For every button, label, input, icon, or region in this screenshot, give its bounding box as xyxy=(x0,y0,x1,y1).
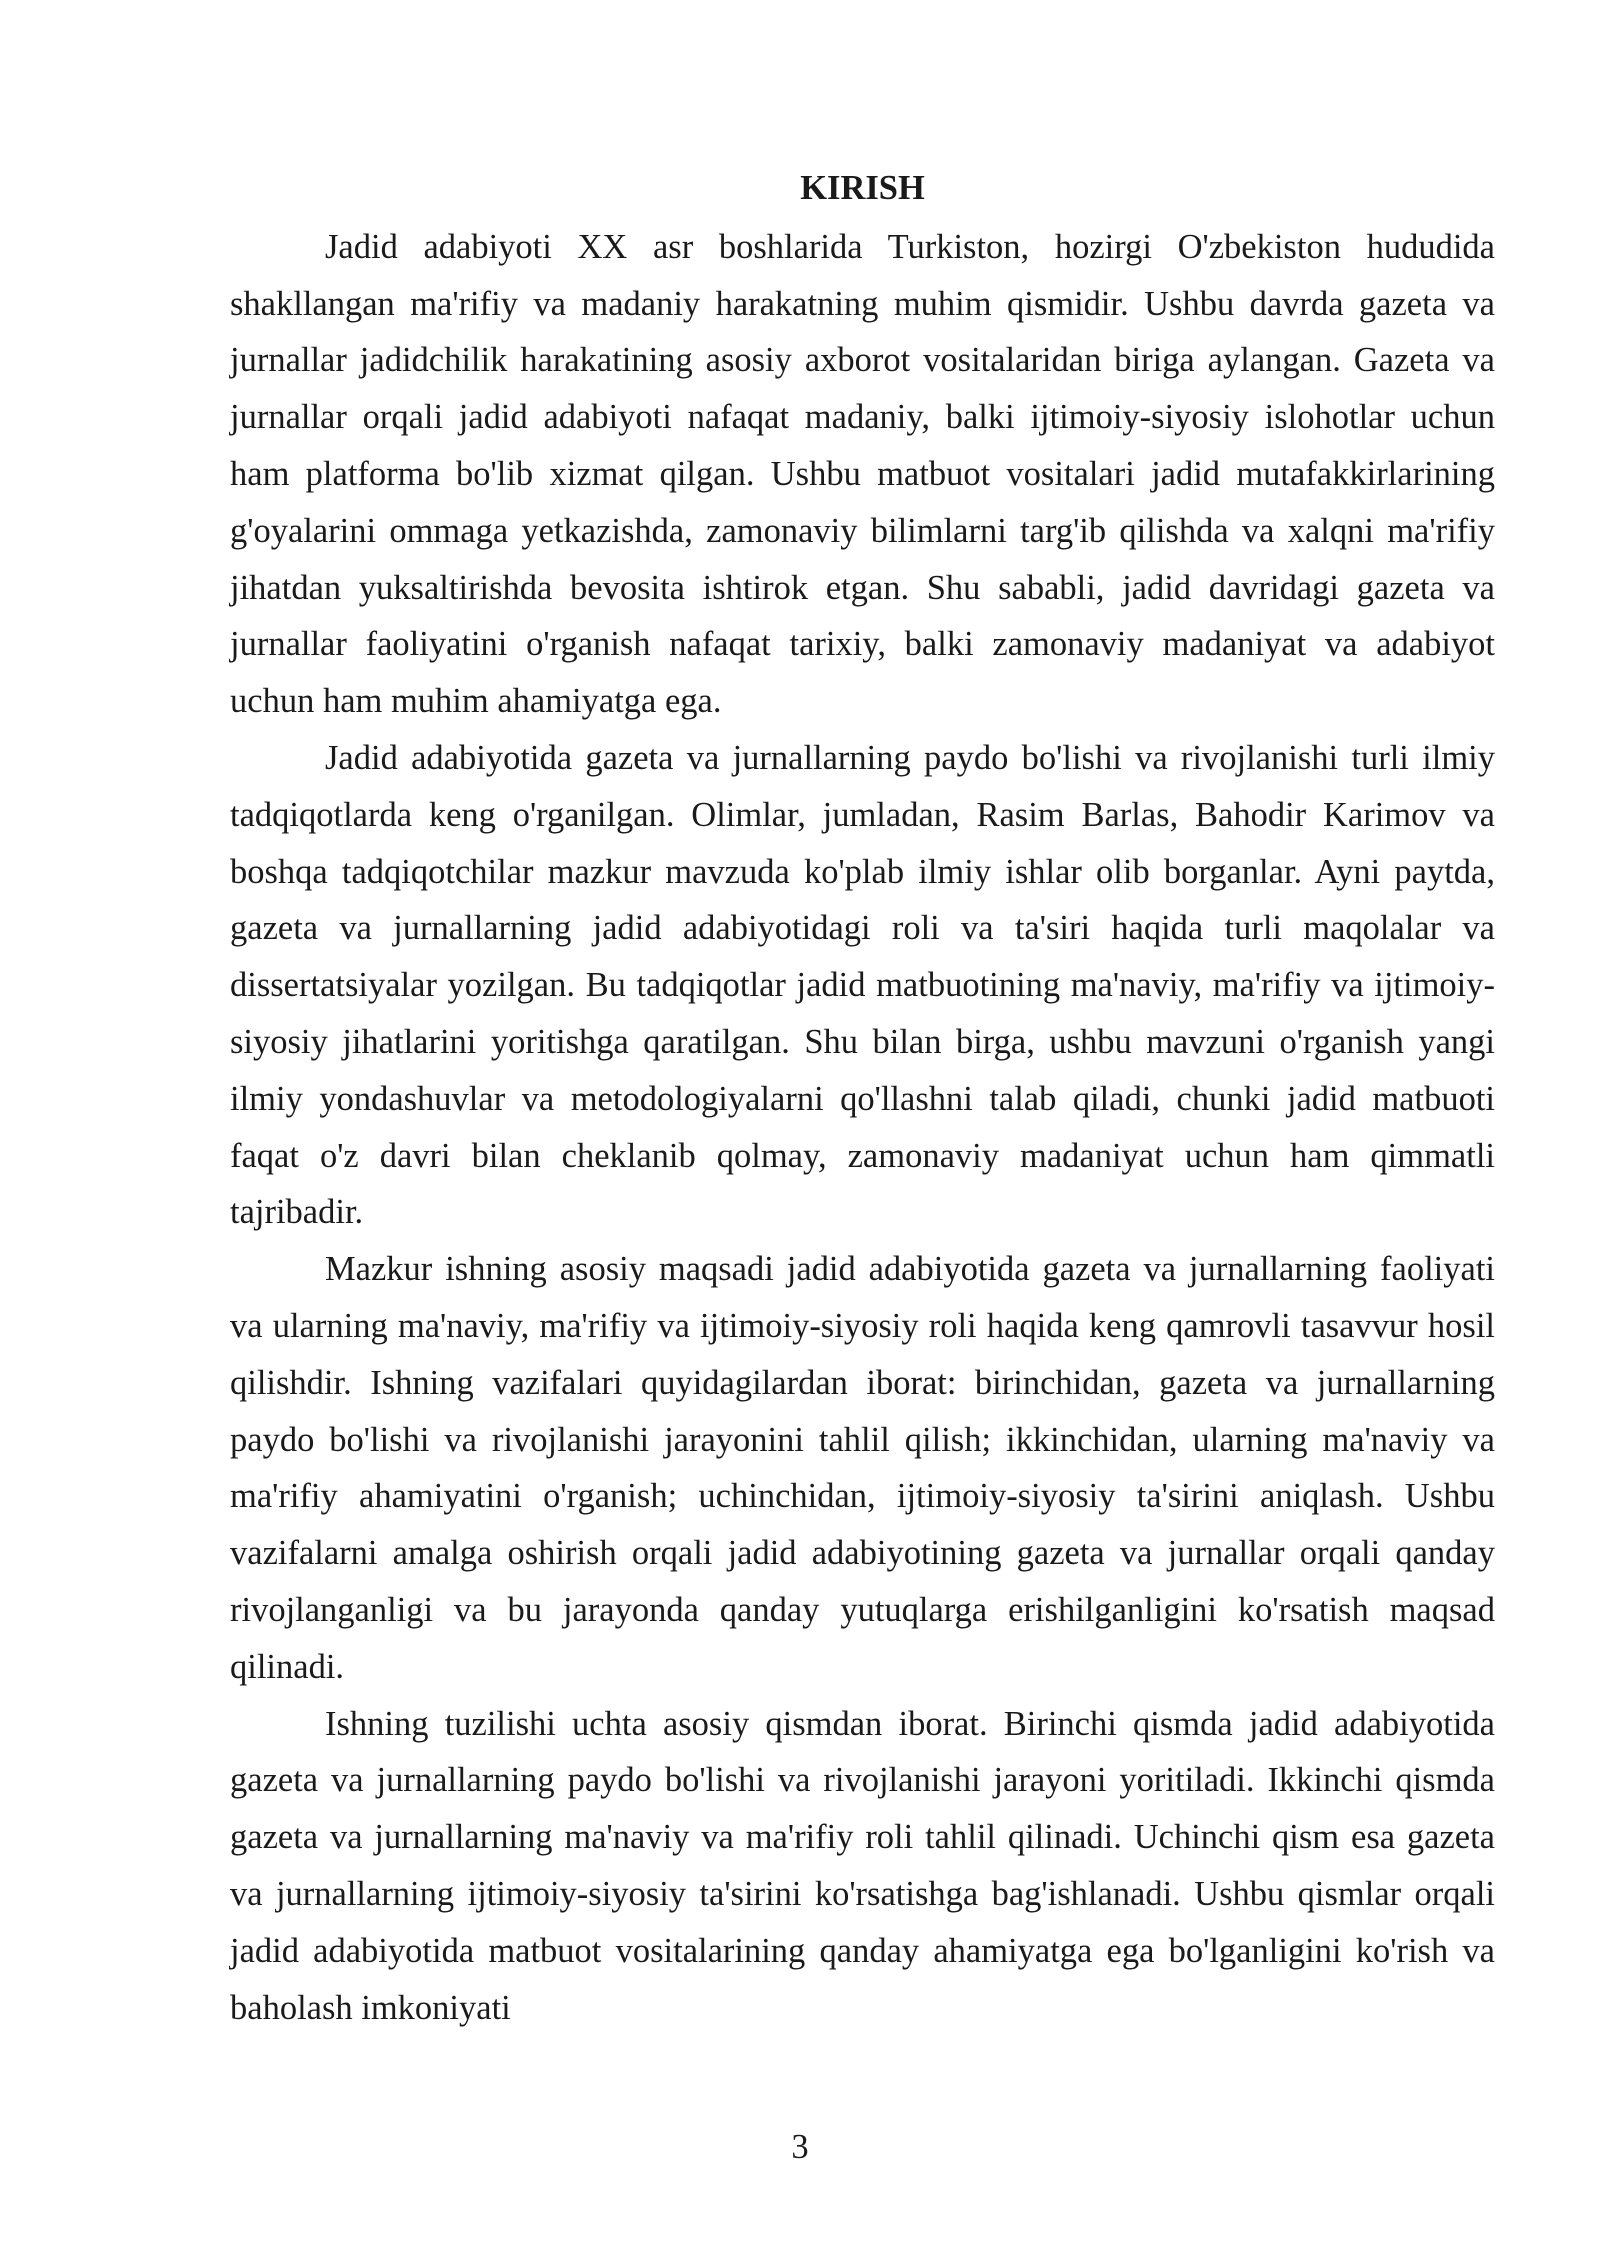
page-content xyxy=(230,160,1495,2036)
paragraph-structure: Ishning tuzilishi uchta asosiy qismdan iborat. Birinchi qismda jadid adabiyotida gazeta va jurnallarning paydo bo'lishi va rivojlanishi jarayoni yoritiladi. Ikkinchi qismda gazeta va jurnallarning ma'naviy va ma'rifiy roli tahlil qilinadi. Uchinchi qism esa gazeta va jurnallarning ijtimoiy-siyosiy ta'sirini ko'rsatishga bag'ishlanadi. Ushbu qismlar orqali jadid adabiyotida matbuot vositalarining qanday ahamiyatga ega bo'lganligini ko'rish va baholash imkoniyati xyxy=(230,1704,1495,2027)
section-title: KIRISH xyxy=(800,169,925,207)
paragraph-literature-review: Jadid adabiyotida gazeta va jurnallarning paydo bo'lishi va rivojlanishi turli ilmiy tadqiqotlarda keng o'rganilgan. Olimlar, jumladan, Rasim Barlas, Bahodir Karimov va boshqa tadqiqotchilar mazkur mavzuda ko'plab ilmiy ishlar olib borganlar. Ayni paytda, gazeta va jurnallarning jadid adabiyotidagi roli va ta'siri haqida turli maqolalar va dissertatsiyalar yozilgan. Bu tadqiqotlar jadid matbuotining ma'naviy, ma'rifiy va ijtimoiy-siyosiy jihatlarini yoritishga qaratilgan. Shu bilan birga, ushbu mavzuni o'rganish yangi ilmiy yondashuvlar va metodologiyalarni qo'llashni talab qiladi, chunki jadid matbuoti faqat o'z davri bilan cheklanib qolmay, zamonaviy madaniyat uchun ham qimmatli tajribadir. xyxy=(230,738,1495,1232)
paragraph-introduction: Jadid adabiyoti XX asr boshlarida Turkiston, hozirgi O'zbekiston hududida shakllangan ma'rifiy va madaniy harakatning muhim qismidir. Ushbu davrda gazeta va jurnallar jadidchilik harakatining asosiy axborot vositalaridan biriga aylangan. Gazeta va jurnallar orqali jadid adabiyoti nafaqat madaniy, balki ijtimoiy-siyosiy islohotlar uchun ham platforma bo'lib xizmat qilgan. Ushbu matbuot vositalari jadid mutafakkirlarining g'oyalarini ommaga yetkazishda, zamonaviy bilimlarni targ'ib qilishda va xalqni ma'rifiy jihatdan yuksaltirishda bevosita ishtirok etgan. Shu sababli, jadid davridagi gazeta va jurnallar faoliyatini o'rganish nafaqat tarixiy, balki zamonaviy madaniyat va adabiyot uchun ham muhim ahamiyatga ega. xyxy=(230,227,1495,721)
paragraph-aims-and-tasks: Mazkur ishning asosiy maqsadi jadid adabiyotida gazeta va jurnallarning faoliyati va ularning ma'naviy, ma'rifiy va ijtimoiy-siyosiy roli haqida keng qamrovli tasavvur hosil qilishdir. Ishning vazifalari quyidagilardan iborat: birinchidan, gazeta va jurnallarning paydo bo'lishi va rivojlanishi jarayonini tahlil qilish; ikkinchidan, ularning ma'naviy va ma'rifiy ahamiyatini o'rganish; uchinchidan, ijtimoiy-siyosiy ta'sirini aniqlash. Ushbu vazifalarni amalga oshirish orqali jadid adabiyotining gazeta va jurnallar orqali qanday rivojlanganligi va bu jarayonda qanday yutuqlarga erishilganligini ko'rsatish maqsad qilinadi. xyxy=(230,1250,1495,1686)
page-number: 3 xyxy=(791,2128,809,2166)
